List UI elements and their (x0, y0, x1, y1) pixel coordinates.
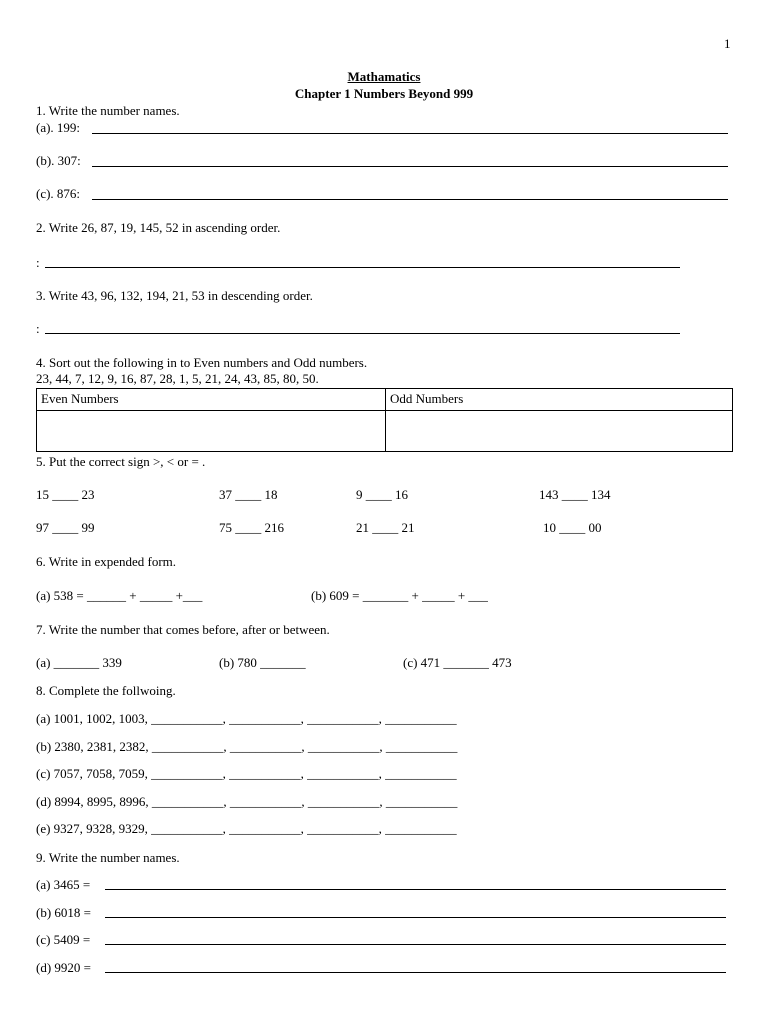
q9-answer-line-a[interactable] (105, 889, 726, 890)
q5-comparison[interactable]: 21 ____ 21 (356, 520, 415, 535)
question-7-text: 7. Write the number that comes before, after or between. (36, 622, 330, 637)
question-9-text: 9. Write the number names. (36, 850, 180, 865)
q8-sequence[interactable]: (b) 2380, 2381, 2382, ___________, ___________, ___________, ___________ (36, 739, 458, 754)
q7-item-a[interactable]: (a) _______ 339 (36, 655, 122, 670)
q3-answer-line[interactable] (45, 333, 680, 334)
even-odd-table (36, 388, 733, 452)
question-2-text: 2. Write 26, 87, 19, 145, 52 in ascending order. (36, 220, 281, 235)
q5-comparison[interactable]: 75 ____ 216 (219, 520, 284, 535)
question-4-text: 4. Sort out the following in to Even numbers and Odd numbers. (36, 355, 368, 370)
q5-comparison[interactable]: 143 ____ 134 (539, 487, 611, 502)
q5-comparison[interactable]: 15 ____ 23 (36, 487, 95, 502)
q4-number-list: 23, 44, 7, 12, 9, 16, 87, 28, 1, 5, 21, 24, 43, 85, 80, 50. (36, 371, 319, 386)
q3-answer-prefix: : (36, 321, 40, 336)
q1-item-b: (b). 307: (36, 153, 81, 168)
q8-sequence[interactable]: (d) 8994, 8995, 8996, ___________, ___________, ___________, ___________ (36, 794, 458, 809)
q7-item-b[interactable]: (b) 780 _______ (219, 655, 306, 670)
q6-item-a[interactable]: (a) 538 = ______ + _____ +___ (36, 588, 203, 603)
q2-answer-line[interactable] (45, 267, 680, 268)
q9-item-d: (d) 9920 = (36, 960, 91, 975)
worksheet-title: Mathamatics (347, 69, 421, 84)
even-numbers-cell[interactable] (37, 411, 386, 452)
q9-answer-line-b[interactable] (105, 917, 726, 918)
q1-answer-line-c[interactable] (92, 199, 728, 200)
q5-comparison[interactable]: 97 ____ 99 (36, 520, 95, 535)
q8-sequence[interactable]: (e) 9327, 9328, 9329, ___________, ___________, ___________, ___________ (36, 821, 457, 836)
page-number: 1 (724, 36, 731, 51)
q5-comparison[interactable]: 9 ____ 16 (356, 487, 408, 502)
q1-answer-line-a[interactable] (92, 133, 728, 134)
question-8-text: 8. Complete the follwoing. (36, 683, 176, 698)
q1-item-c: (c). 876: (36, 186, 81, 201)
question-6-text: 6. Write in expended form. (36, 554, 177, 569)
question-1-text: 1. Write the number names. (36, 103, 180, 118)
q9-answer-line-d[interactable] (105, 972, 726, 973)
q8-sequence[interactable]: (c) 7057, 7058, 7059, ___________, ___________, ___________, ___________ (36, 766, 457, 781)
question-3-text: 3. Write 43, 96, 132, 194, 21, 53 in descending order. (36, 288, 313, 303)
odd-numbers-header: Odd Numbers (386, 389, 733, 411)
q6-item-b[interactable]: (b) 609 = _______ + _____ + ___ (311, 588, 488, 603)
even-numbers-header: Even Numbers (37, 389, 386, 411)
q1-item-a: (a). 199: (36, 120, 81, 135)
q7-item-c[interactable]: (c) 471 _______ 473 (403, 655, 512, 670)
q8-sequence[interactable]: (a) 1001, 1002, 1003, ___________, ___________, ___________, ___________ (36, 711, 457, 726)
q9-answer-line-c[interactable] (105, 944, 726, 945)
q9-item-b: (b) 6018 = (36, 905, 91, 920)
q5-comparison[interactable]: 37 ____ 18 (219, 487, 278, 502)
chapter-title: Chapter 1 Numbers Beyond 999 (294, 86, 474, 101)
q5-comparison[interactable]: 10 ____ 00 (543, 520, 602, 535)
q9-item-a: (a) 3465 = (36, 877, 91, 892)
q2-answer-prefix: : (36, 255, 40, 270)
q9-item-c: (c) 5409 = (36, 932, 91, 947)
odd-numbers-cell[interactable] (386, 411, 733, 452)
q1-answer-line-b[interactable] (92, 166, 728, 167)
question-5-text: 5. Put the correct sign >, < or = . (36, 454, 206, 469)
